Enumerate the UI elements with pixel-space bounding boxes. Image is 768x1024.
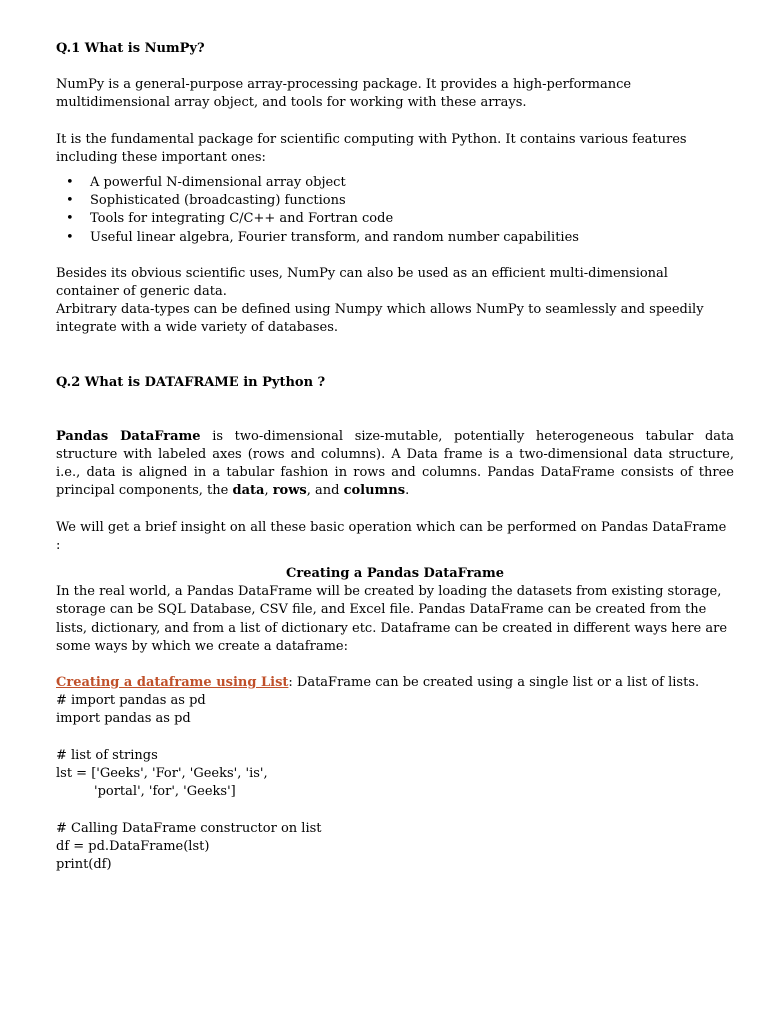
code-line (56, 802, 734, 820)
code-line: # Calling DataFrame constructor on list (56, 820, 322, 836)
code-line: # list of strings (56, 747, 158, 763)
q2-heading: Q.2 What is DATAFRAME in Python ? (56, 374, 326, 390)
section-subheading: Creating a Pandas DataFrame (286, 566, 504, 582)
separator: , and (306, 483, 344, 499)
code-line: import pandas as pd (56, 711, 191, 727)
q1-paragraph-intro: NumPy is a general-purpose array-processing package. It provides a high-performance multidimensional array object, and tools for working with these arrays. (56, 77, 632, 111)
creation-paragraph: In the real world, a Pandas DataFrame will be created by loading the datasets from existing storage, storage can be SQL Database, CSV file, and Excel file. Pandas DataFrame can be created from the lists, dictionary, and from a list of dictionary etc. Dataframe can be created in different ways here are some ways by which we create a dataframe: (56, 584, 728, 654)
code-line: df = pd.DataFrame(lst) (56, 838, 210, 854)
q1-paragraph-container: Besides its obvious scientific uses, NumPy can also be used as an efficient multi-dimensional container of generic data. (56, 265, 668, 300)
list-item-text: Useful linear algebra, Fourier transform, and random number capabilities (90, 229, 579, 245)
list-item (56, 192, 734, 210)
dataframe-definition (56, 428, 734, 501)
component-columns: columns (343, 483, 406, 499)
component-data: data (232, 483, 265, 499)
definition-term: Pandas DataFrame (56, 428, 201, 444)
code-block (56, 692, 734, 874)
feature-list (56, 174, 734, 247)
sentence-end: . (405, 483, 410, 499)
q1-paragraph-features: It is the fundamental package for scientific computing with Python. It contains various features including these important ones: (56, 131, 687, 165)
component-rows: rows (272, 483, 307, 499)
document-page (56, 40, 734, 874)
bullet-icon: • (66, 175, 74, 191)
definition-text: is two-dimensional size-mutable, potentially heterogeneous tabular data structure with labeled axes (rows and columns). A Data frame is a two-dimensional data structure, i.e., data is aligned in a tabular fashion in rows and columns. Pandas DataFrame consists of three principal components, the (56, 428, 734, 499)
bullet-icon: • (66, 211, 74, 227)
list-item (56, 210, 734, 228)
separator: , (264, 483, 273, 499)
list-item (56, 229, 734, 247)
bullet-icon: • (66, 229, 74, 245)
code-line (56, 729, 734, 747)
code-line: lst = ['Geeks', 'For', 'Geeks', 'is', (56, 766, 268, 782)
list-item (56, 174, 734, 192)
code-line: print(df) (56, 857, 112, 873)
creating-dataframe-list-link[interactable]: Creating a dataframe using List (56, 675, 289, 691)
list-item-text: Tools for integrating C/C++ and Fortran code (90, 211, 394, 227)
list-method-text: : DataFrame can be created using a single list or a list of lists. (288, 675, 700, 691)
q1-heading: Q.1 What is NumPy? (56, 41, 205, 56)
q1-paragraph-datatypes: Arbitrary data-types can be defined using Numpy which allows NumPy to seamlessly and speedily integrate with a wide variety of databases. (56, 302, 704, 336)
code-line: # import pandas as pd (56, 693, 206, 709)
list-item-text: Sophisticated (broadcasting) functions (90, 193, 346, 209)
bullet-icon: • (66, 193, 74, 209)
code-line: 'portal', 'for', 'Geeks'] (94, 784, 236, 800)
insight-paragraph: We will get a brief insight on all these basic operation which can be performed on Pandas DataFrame : (56, 519, 727, 553)
list-item-text: A powerful N-dimensional array object (90, 175, 346, 191)
list-method-paragraph (56, 674, 734, 692)
